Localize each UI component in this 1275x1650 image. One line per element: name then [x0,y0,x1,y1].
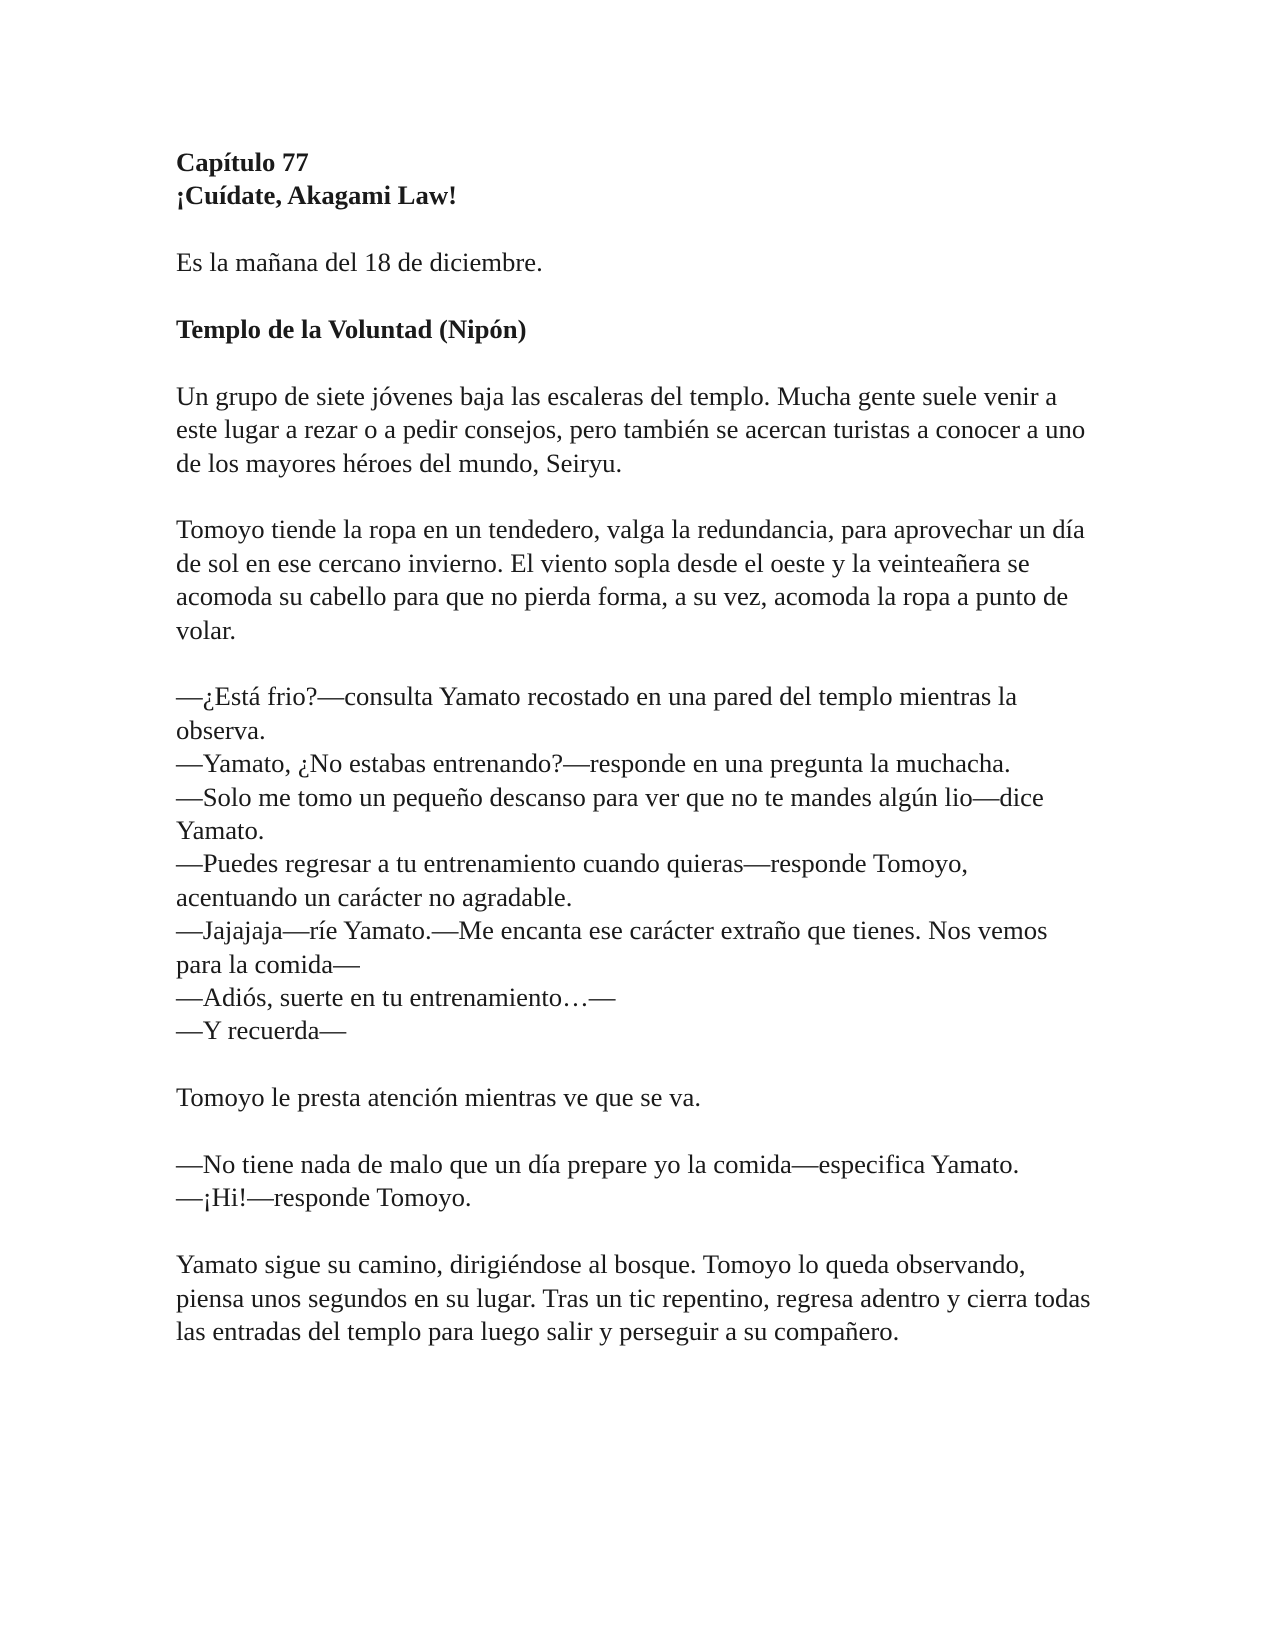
dialog-line: —Yamato, ¿No estabas entrenando?—responde en una pregunta la muchacha. [176,748,1011,779]
dialog-line: —No tiene nada de malo que un día prepare yo la comida—especifica Yamato. [176,1149,1020,1180]
dialog-block-2 [176,1148,1096,1215]
chapter-number: Capítulo 77 [176,147,309,177]
paragraph-tomoyo: Tomoyo tiende la ropa en un tendedero, valga la redundancia, para aprovechar un día de sol en ese cercano invierno. El viento sopla desde el oeste y la veinteañera se acomoda su cabello para que no pierda forma, a su vez, acomoda la ropa a punto de volar. [176,514,1085,645]
paragraph-date: Es la mañana del 18 de diciembre. [176,247,543,278]
paragraph-forest: Yamato sigue su camino, dirigiéndose al bosque. Tomoyo lo queda observando, piensa unos segundos en su lugar. Tras un tic repentino, regresa adentro y cierra todas las entradas del templo para luego salir y perseguir a su compañero. [176,1249,1091,1347]
dialog-line: —Jajajaja—ríe Yamato.—Me encanta ese carácter extraño que tienes. Nos vemos para la comida— [176,915,1048,979]
dialog-block-1 [176,680,1096,1047]
document-body [176,146,1096,1382]
location-heading: Templo de la Voluntad (Nipón) [176,314,527,344]
dialog-line: —¿Está frio?—consulta Yamato recostado en una pared del templo mientras la observa. [176,681,1018,745]
paragraph-temple: Un grupo de siete jóvenes baja las escaleras del templo. Mucha gente suele venir a este lugar a rezar o a pedir consejos, pero también se acercan turistas a conocer a uno de los mayores héroes del mundo, Seiryu. [176,380,1086,478]
dialog-line: —Puedes regresar a tu entrenamiento cuando quieras—responde Tomoyo, acentuando un carácter no agradable. [176,848,969,912]
dialog-line: —Solo me tomo un pequeño descanso para ver que no te mandes algún lio—dice Yamato. [176,781,1044,846]
dialog-line: —Y recuerda— [176,1015,347,1046]
dialog-line: —¡Hi!—responde Tomoyo. [176,1182,472,1213]
paragraph-attention: Tomoyo le presta atención mientras ve que se va. [176,1082,702,1113]
chapter-title: ¡Cuídate, Akagami Law! [176,180,457,211]
dialog-line: —Adiós, suerte en tu entrenamiento…— [176,982,616,1013]
